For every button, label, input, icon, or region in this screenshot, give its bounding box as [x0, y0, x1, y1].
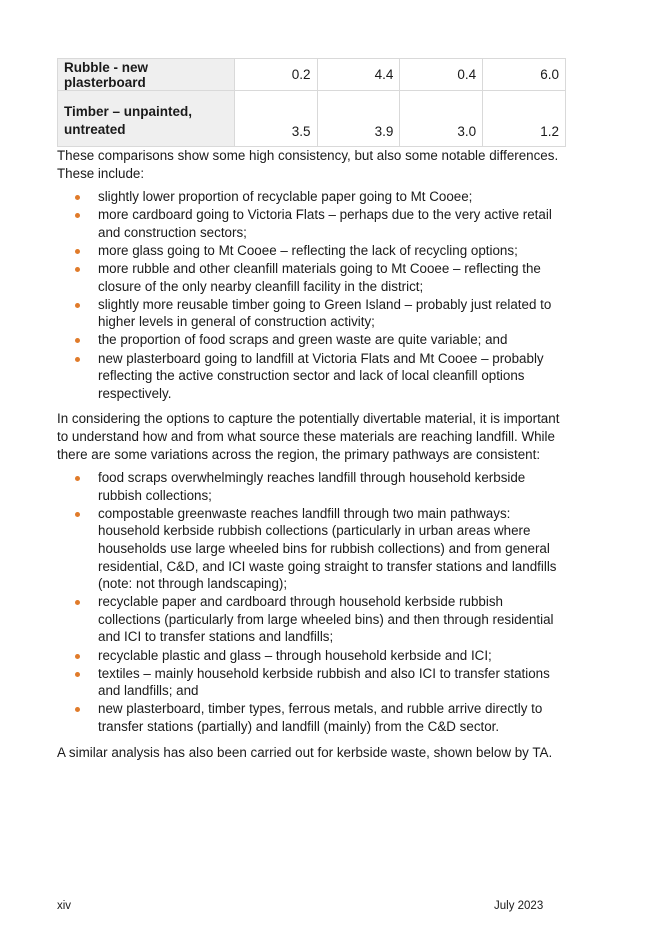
bullet-icon [75, 476, 80, 481]
cell-value: 0.2 [234, 59, 317, 91]
list-item-text: slightly lower proportion of recyclable paper going to Mt Cooee; [98, 189, 473, 205]
bullet-icon [75, 249, 80, 254]
row-label [58, 91, 235, 147]
list-item-text: new plasterboard, timber types, ferrous metals, and rubble arrive directly to transfer stations (partially) and landfill (mainly) from the C&D sector. [98, 701, 543, 734]
list-item-text: more cardboard going to Victoria Flats – perhaps due to the very active retail and construction sectors; [98, 207, 552, 240]
list-item-text: compostable greenwaste reaches landfill through two main pathways: household kerbside rubbish collections (particularly in urban areas where households use large wheeled bins for rubbish collections) and from general residential, C&D, and ICI waste going straight to transfer stations and landfills (note: not through landscaping); [98, 505, 557, 592]
list-item-text: food scraps overwhelmingly reaches landfill through household kerbside rubbish collections; [98, 470, 526, 503]
bullet-icon [75, 213, 80, 218]
bullet-icon [75, 338, 80, 343]
list-item-text: textiles – mainly household kerbside rubbish and also ICI to transfer stations and landfills; and [98, 665, 550, 699]
bullet-icon [75, 654, 80, 659]
pathways-list [57, 469, 569, 735]
differences-list [57, 188, 569, 402]
table-row [58, 59, 566, 91]
cell-value: 3.5 [234, 91, 317, 147]
list-item [57, 188, 569, 206]
closing-paragraph: A similar analysis has also been carried out for kerbside waste, shown below by TA. [57, 744, 553, 760]
cell-value: 0.4 [400, 59, 483, 91]
row-label-line: untreated [64, 122, 126, 137]
list-item-text: more rubble and other cleanfill materials going to Mt Cooee – reflecting the closure of the only nearby cleanfill facility in the district; [98, 261, 541, 294]
bullet-icon [75, 600, 80, 605]
list-item [57, 700, 569, 735]
list-item [57, 647, 569, 665]
bullet-icon [75, 512, 80, 517]
bullet-icon [75, 707, 80, 712]
list-item [57, 206, 569, 241]
body-content [57, 147, 569, 761]
list-item [57, 505, 569, 593]
list-item-text: more glass going to Mt Cooee – reflecting the lack of recycling options; [98, 242, 518, 258]
list-item-text: recyclable plastic and glass – through household kerbside and ICI; [98, 647, 492, 663]
list-item [57, 296, 569, 331]
cell-value: 3.9 [317, 91, 400, 147]
list-item [57, 665, 569, 700]
bullet-icon [75, 672, 80, 677]
bullet-icon [75, 195, 80, 200]
intro-paragraph: These comparisons show some high consistency, but also some notable differences. These include: [57, 148, 559, 181]
list-item-text: new plasterboard going to landfill at Victoria Flats and Mt Cooee – probably reflecting the active construction sector and lack of local cleanfill options respectively. [98, 350, 544, 401]
list-item [57, 469, 569, 504]
waste-composition-table [57, 58, 566, 147]
bullet-icon [75, 303, 80, 308]
list-item [57, 350, 569, 403]
page-number: xiv [57, 900, 72, 912]
cell-value: 1.2 [483, 91, 566, 147]
row-label-line: Timber – unpainted, [64, 104, 193, 119]
list-item-text: slightly more reusable timber going to Green Island – probably just related to higher levels in general of construction activity; [98, 296, 552, 330]
list-item-text: recyclable paper and cardboard through household kerbside rubbish collections (particularly from large wheeled bins) and then through residential and ICI to transfer stations and landfills; [98, 594, 554, 645]
list-item [57, 331, 569, 349]
list-item [57, 260, 569, 295]
table-row [58, 91, 566, 147]
bullet-icon [75, 357, 80, 362]
cell-value: 3.0 [400, 91, 483, 147]
bullet-icon [75, 267, 80, 272]
list-item [57, 593, 569, 646]
pathways-paragraph: In considering the options to capture the potentially divertable material, it is important to understand how and from what source these materials are reaching landfill. While there are some variations across the region, the primary pathways are consistent: [57, 411, 560, 462]
row-label: Rubble - new plasterboard [58, 59, 235, 91]
footer-date: July 2023 [494, 900, 544, 912]
cell-value: 4.4 [317, 59, 400, 91]
list-item-text: the proportion of food scraps and green waste are quite variable; and [98, 332, 508, 348]
list-item [57, 242, 569, 260]
cell-value: 6.0 [483, 59, 566, 91]
